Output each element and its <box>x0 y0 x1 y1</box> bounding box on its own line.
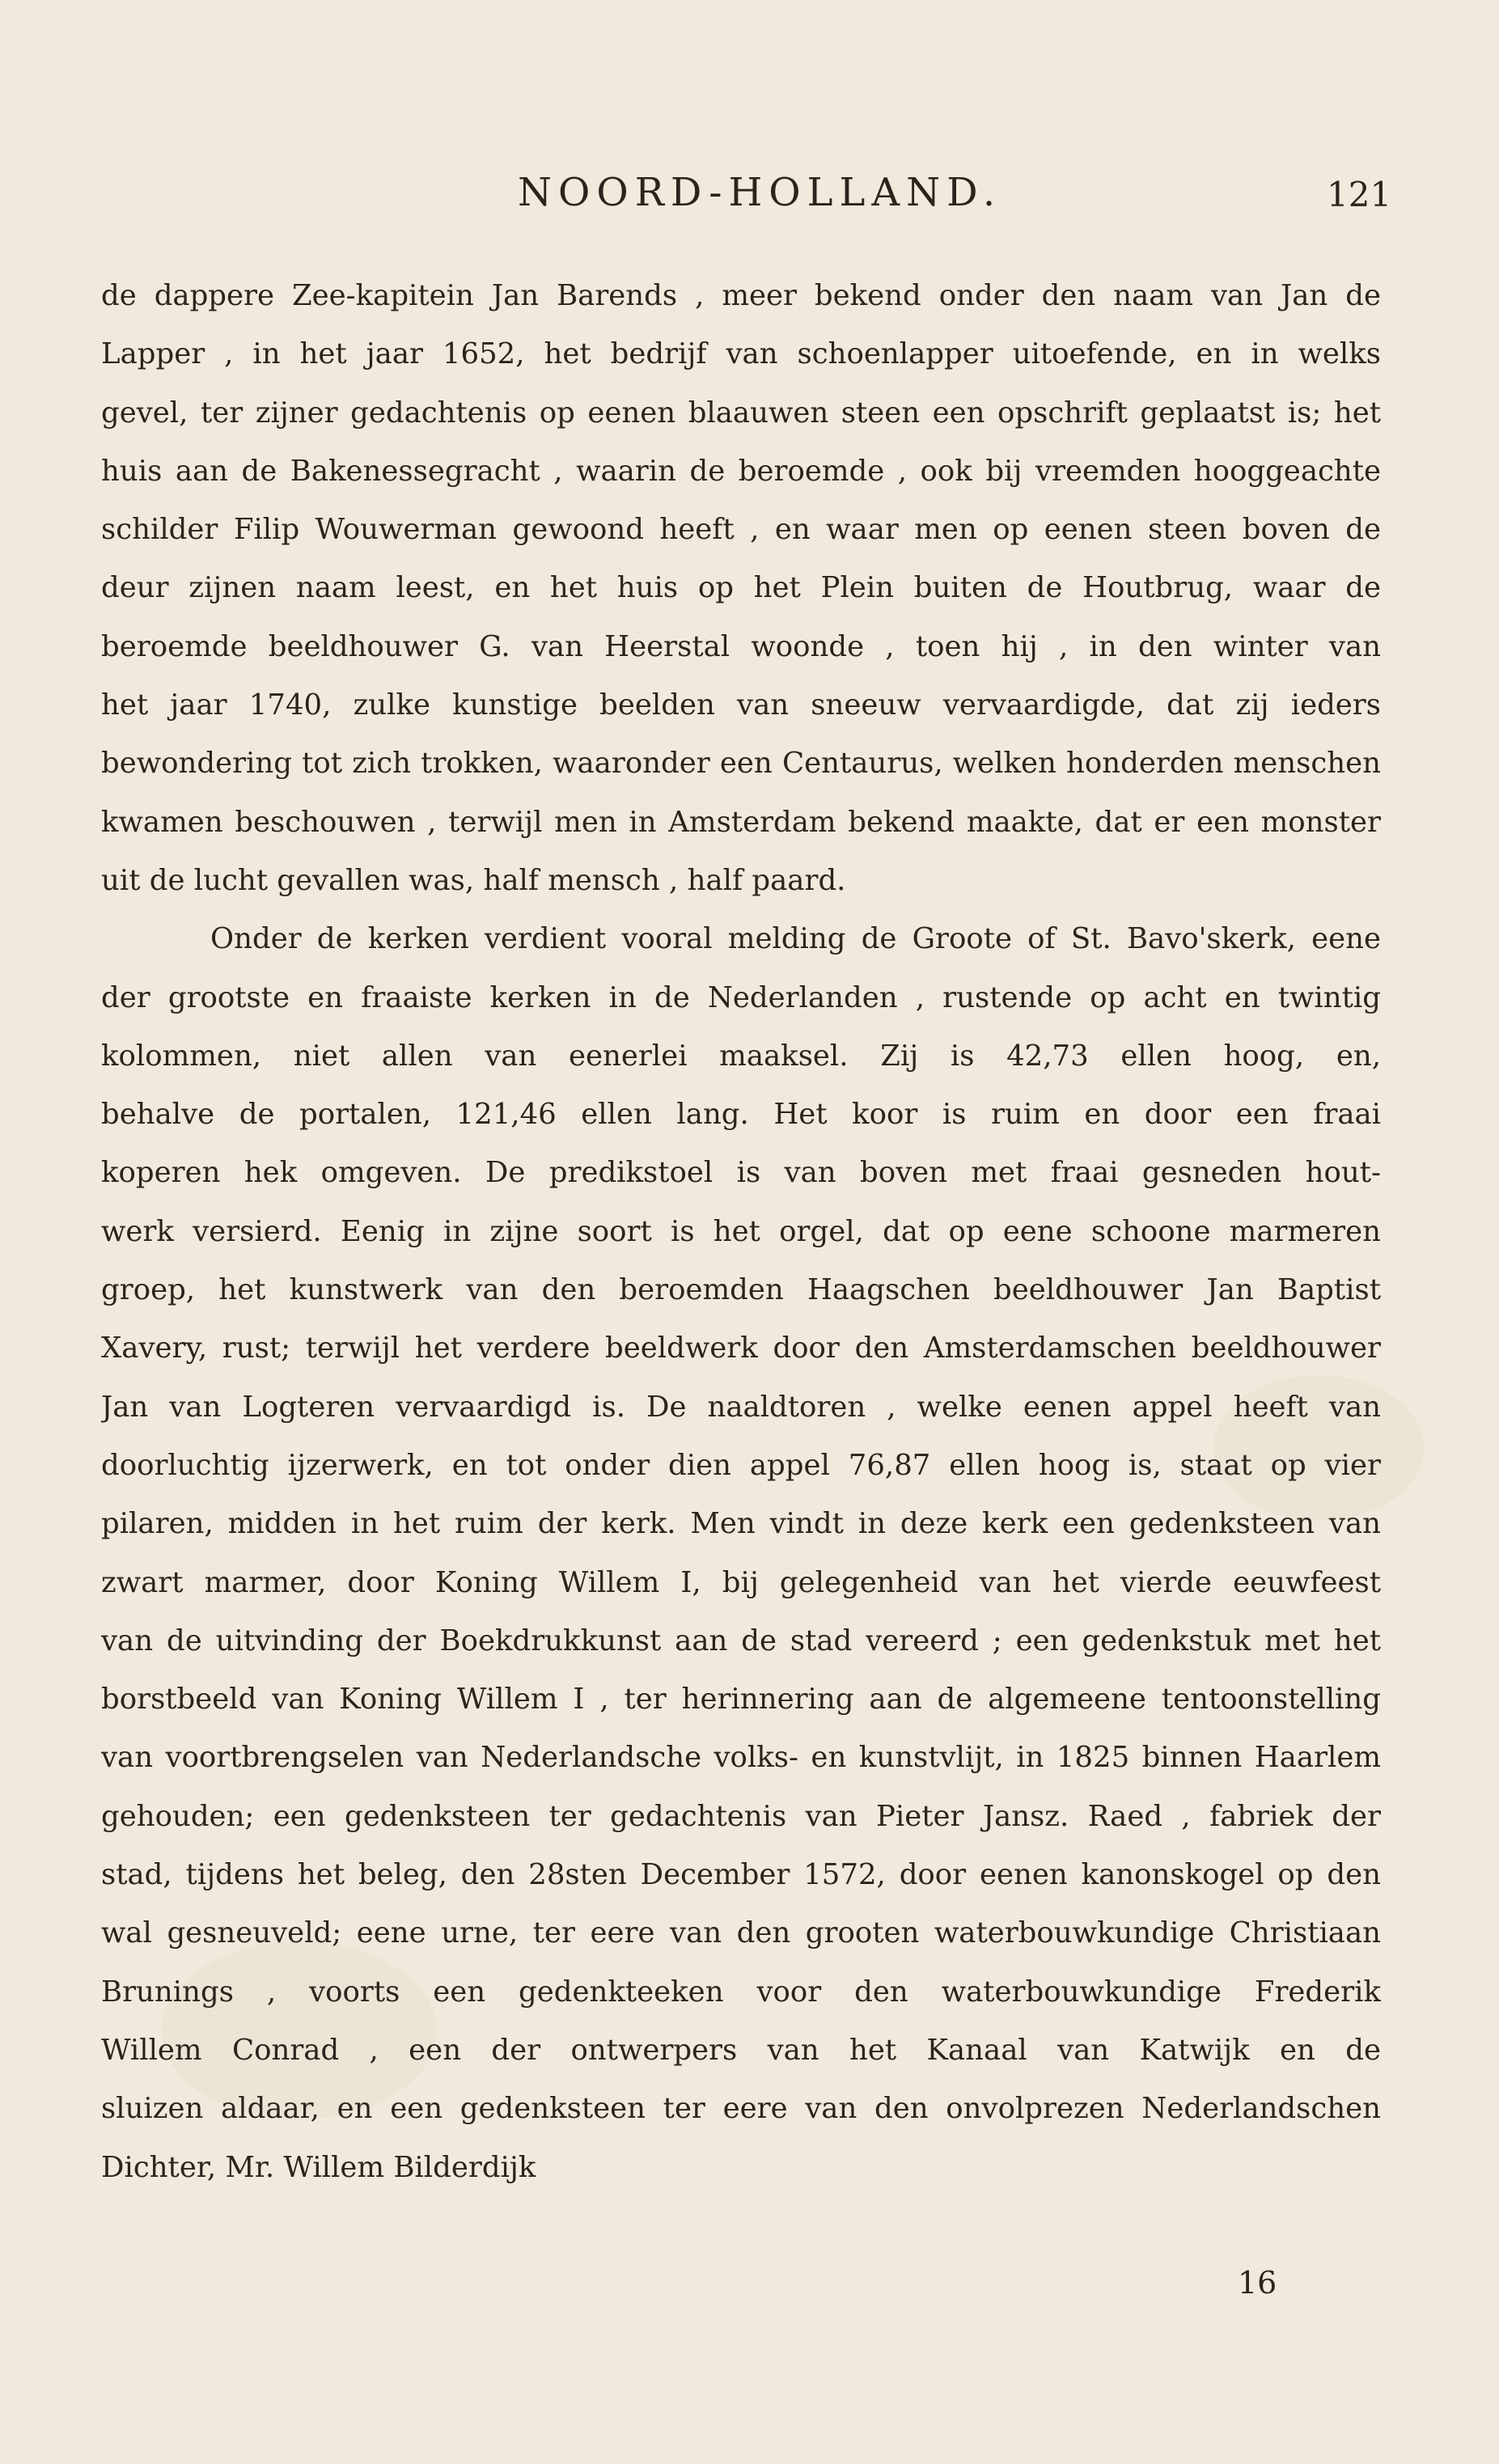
text-line: koperen hek omgeven. De predikstoel is van boven met fraai gesneden hout- <box>101 1156 1381 1190</box>
text-line: gehouden; een gedenksteen ter gedachtenis van Pieter Jansz. Raed , fabriek der <box>101 1799 1381 1833</box>
text-line: huis aan de Bakenessegracht , waarin de beroemde , ook bij vreemden hooggeachte <box>101 454 1381 488</box>
running-title: NOORD-HOLLAND. <box>518 170 1002 215</box>
text-line: borstbeeld van Koning Willem I , ter herinnering aan de algemeene tentoonstelling <box>101 1683 1381 1717</box>
text-line: van voortbrengselen van Nederlandsche volks- en kunstvlijt, in 1825 binnen Haarlem <box>101 1741 1381 1775</box>
text-line: der grootste en fraaiste kerken in de Nederlanden , rustende op acht en twintig <box>101 980 1381 1014</box>
text-line: kwamen beschouwen , terwijl men in Amsterdam bekend maakte, dat er een monster <box>101 805 1381 839</box>
text-line: beroemde beeldhouwer G. van Heerstal woonde , toen hij , in den winter van <box>101 629 1381 663</box>
text-line: het jaar 1740, zulke kunstige beelden van sneeuw vervaardigde, dat zij ieders <box>101 688 1381 722</box>
text-line: sluizen aldaar, en een gedenksteen ter eere van den onvolprezen Nederlandschen <box>101 2092 1381 2126</box>
text-line: Jan van Logteren vervaardigd is. De naaldtoren , welke eenen appel heeft van <box>101 1390 1381 1424</box>
paragraph <box>101 910 1381 2197</box>
text-line: Brunings , voorts een gedenkteeken voor den waterbouwkundige Frederik <box>101 1975 1381 2009</box>
body-text <box>101 267 1381 2197</box>
text-line: Lapper , in het jaar 1652, het bedrijf van schoenlapper uitoefende, en in welks <box>101 337 1381 371</box>
text-line: Xavery, rust; terwijl het verdere beeldwerk door den Amsterdamschen beeldhouwer <box>101 1331 1381 1365</box>
text-line: deur zijnen naam leest, en het huis op het Plein buiten de Houtbrug, waar de <box>101 571 1381 605</box>
text-line: van de uitvinding der Boekdrukkunst aan de stad vereerd ; een gedenkstuk met het <box>101 1624 1381 1657</box>
text-line: Onder de kerken verdient vooral melding de Groote of St. Bavo'skerk, eene <box>210 922 1381 956</box>
text-line: bewondering tot zich trokken, waaronder een Centaurus, welken honderden menschen <box>101 747 1381 781</box>
text-line: schilder Filip Wouwerman gewoond heeft , en waar men op eenen steen boven de <box>101 513 1381 547</box>
text-line: stad, tijdens het beleg, den 28sten December 1572, door eenen kanonskogel op den <box>101 1858 1381 1892</box>
text-line: behalve de portalen, 121,46 ellen lang. Het koor is ruim en door een fraai <box>101 1098 1381 1132</box>
text-line: Willem Conrad , een der ontwerpers van het Kanaal van Katwijk en de <box>101 2033 1381 2067</box>
text-line: werk versierd. Eenig in zijne soort is het orgel, dat op eene schoone marmeren <box>101 1214 1381 1248</box>
text-line: uit de lucht gevallen was, half mensch , half paard. <box>101 863 846 897</box>
text-line: gevel, ter zijner gedachtenis op eenen blaauwen steen een opschrift geplaatst is; het <box>101 396 1381 430</box>
page-number: 121 <box>1327 175 1392 214</box>
signature-mark: 16 <box>1238 2265 1277 2301</box>
text-line: kolommen, niet allen van eenerlei maaksel. Zij is 42,73 ellen hoog, en, <box>101 1039 1381 1073</box>
text-line: de dappere Zee-kapitein Jan Barends , meer bekend onder den naam van Jan de <box>101 279 1381 312</box>
text-line: doorluchtig ijzerwerk, en tot onder dien appel 76,87 ellen hoog is, staat op vier <box>101 1448 1381 1482</box>
text-line: Dichter, Mr. Willem Bilderdijk <box>101 2150 536 2184</box>
text-line: groep, het kunstwerk van den beroemden Haagschen beeldhouwer Jan Baptist <box>101 1273 1381 1307</box>
text-line: wal gesneuveld; eene urne, ter eere van den grooten waterbouwkundige Christiaan <box>101 1916 1381 1950</box>
paragraph <box>101 267 1381 910</box>
text-line: zwart marmer, door Koning Willem I, bij gelegenheid van het vierde eeuwfeest <box>101 1565 1381 1599</box>
text-line: pilaren, midden in het ruim der kerk. Men vindt in deze kerk een gedenksteen van <box>101 1507 1381 1541</box>
